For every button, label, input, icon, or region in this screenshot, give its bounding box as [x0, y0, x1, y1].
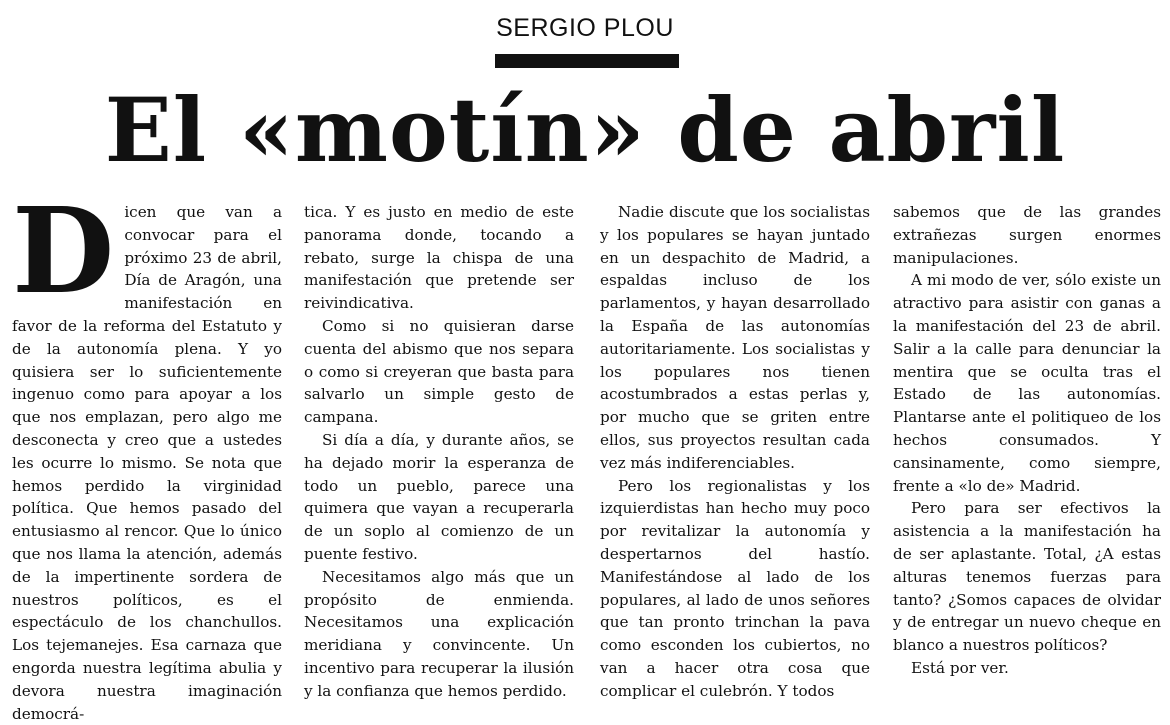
drop-cap: D: [12, 181, 115, 320]
author-byline: SERGIO PLOU: [496, 14, 674, 42]
paragraph: Si día a día, y durante años, se ha dejado morir la esperanza de todo un pueblo, parece una quimera que vayan a recuperarla de un soplo al comienzo de un puente festivo.: [304, 430, 574, 563]
article-column-3: [600, 201, 870, 713]
article-column-1: [12, 181, 282, 723]
paragraph: Está por ver.: [911, 658, 1009, 677]
paragraph: A mi modo de ver, sólo existe un atractivo para asistir con ganas a la manifestación del 23 de abril. Salir a la calle para denunciar la mentira que se oculta tras el Estado de las autonomías. Plantarse ante el politiqueo de los hechos consumados. Y cansinamente, como siempre, frente a «lo de» Madrid.: [893, 271, 1161, 495]
paragraph: sabemos que de las grandes extrañezas surgen enormes manipulaciones.: [893, 203, 1161, 267]
paragraph: Nadie discute que los socialistas y los populares se hayan juntado en un despachito de Madrid, a espaldas incluso de los parlamentos, y hayan desarrollado la España de las autonomías autoritariamente. Los socialistas y los populares nos tienen acostumbrados a estas perlas y, por mucho que se griten entre ellos, sus proyectos resultan cada vez más indiferenciables.: [600, 203, 870, 472]
article-column-2: [304, 201, 574, 713]
byline-rule: [495, 54, 679, 68]
article-column-4: [893, 201, 1161, 713]
paragraph: Pero para ser efectivos la asistencia a la manifestación ha de ser aplastante. Total, ¿A estas alturas tenemos fuerzas para tanto? ¿Somos capaces de olvidar y de entregar un nuevo cheque en blanco a nuestros políticos?: [893, 499, 1161, 655]
paragraph: Pero los regionalistas y los izquierdistas han hecho muy poco por revitalizar la autonomía y despertarnos del hastío. Manifestándose al lado de los populares, al lado de unos señores que tan pronto trinchan la pava como esconden los cubiertos, no van a hacer otra cosa que complicar el culebrón. Y todos: [600, 476, 870, 700]
article-headline: El «motín» de abril: [104, 78, 1066, 182]
paragraph: Como si no quisieran darse cuenta del abismo que nos separa o como si creyeran que basta para salvarlo un simple gesto de campana.: [304, 316, 574, 427]
paragraph: Necesitamos algo más que un propósito de enmienda. Necesitamos una explicación meridiana y convincente. Un incentivo para recuperar la ilusión y la confianza que hemos perdido.: [304, 567, 574, 700]
paragraph: tica. Y es justo en medio de este panorama donde, tocando a rebato, surge la chispa de una manifestación que pretende ser reivindicativa.: [304, 203, 574, 313]
paragraph: icen que van a convocar para el próximo 23 de abril, Día de Aragón, una manifestación en favor de la reforma del Estatuto y de la autonomía plena. Y yo quisiera ser lo suficientemente ingenuo como para apoyar a los que nos emplazan, pero algo me desconecta y creo que a ustedes les ocurre lo mismo. Se nota que hemos perdido la virginidad política. Que hemos pasado del entusiasmo al rencor. Que lo único que nos llama la atención, además de la impertinente sordera de nuestros políticos, es el espectáculo de los chanchullos. Los tejemanejes. Esa carnaza que engorda nuestra legítima abulia y devora nuestra imaginación democrá-: [12, 203, 282, 723]
